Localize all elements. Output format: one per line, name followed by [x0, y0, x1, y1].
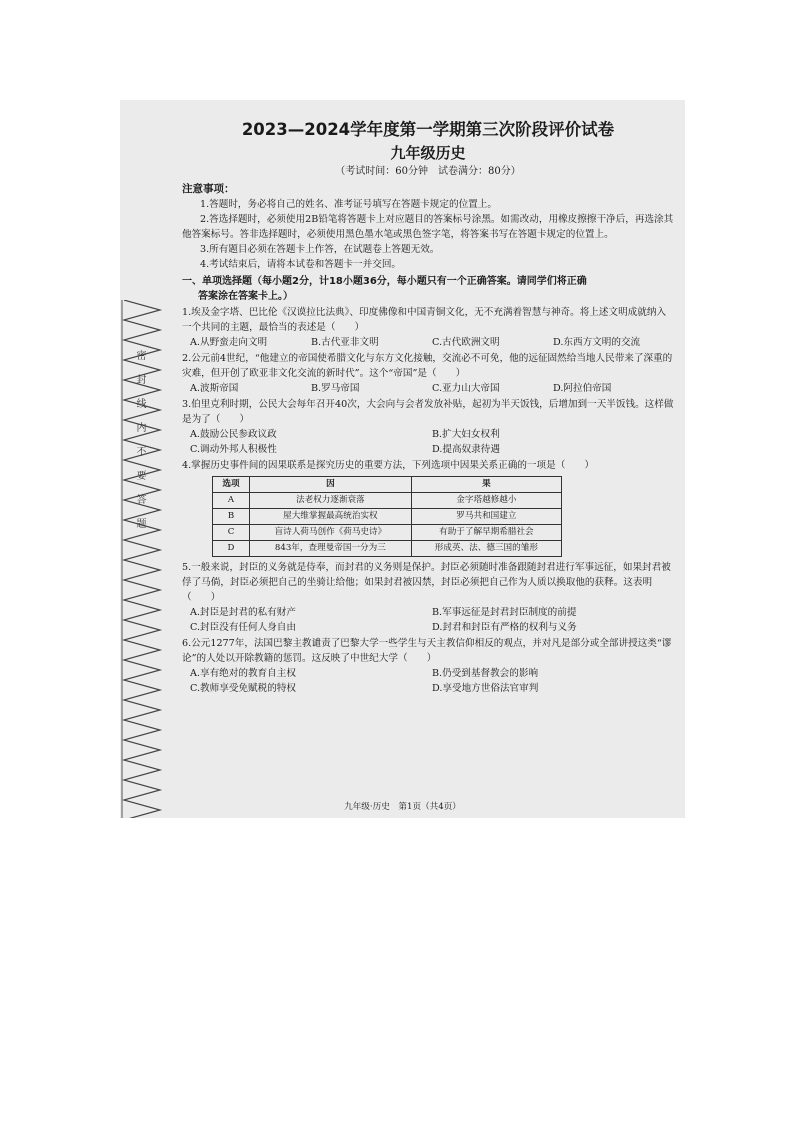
option-a[interactable]: A.波斯帝国: [190, 383, 239, 394]
cause-effect-table: [212, 476, 562, 557]
table-header-row: [213, 477, 562, 493]
page-footer: 九年级·历史 第1页（共4页）: [344, 802, 461, 812]
table-cell-option: C: [213, 525, 250, 541]
table-cell-cause: 盲诗人荷马创作《荷马史诗》: [250, 525, 412, 541]
question-stem: 1.埃及金字塔、巴比伦《汉谟拉比法典》、印度佛像和中国青铜文化，无不充满着智慧与神奇。将上述文明成就纳入一个共同的主题，最恰当的表述是（ ）: [182, 307, 667, 333]
question-options: [182, 381, 674, 396]
option-b[interactable]: B.罗马帝国: [311, 383, 360, 394]
table-cell-option: B: [213, 509, 250, 525]
option-b[interactable]: B.古代亚非文明: [311, 337, 379, 348]
option-a[interactable]: A.享有绝对的教育自主权: [190, 668, 296, 679]
exam-content: [182, 114, 674, 696]
section-heading-cont: 答案涂在答案卡上。）: [198, 291, 293, 302]
exam-info: （考试时间：60分钟 试卷满分：80分）: [335, 166, 521, 177]
section-heading-text: 一、单项选择题（每小题2分，计18小题36分，每小题只有一个正确答案。请同学们将正确: [182, 276, 587, 287]
option-d[interactable]: D.提高奴隶待遇: [432, 444, 500, 455]
option-c[interactable]: C.古代欧洲文明: [432, 337, 500, 348]
option-a[interactable]: A.从野蛮走向文明: [190, 337, 268, 348]
table-cell-option: D: [213, 541, 250, 557]
option-b[interactable]: B.仍受到基督教会的影响: [432, 668, 539, 679]
option-d[interactable]: D.享受地方世俗法官审判: [432, 683, 539, 694]
notice-item: 3.所有题目必须在答题卡上作答，在试题卷上答题无效。: [200, 244, 440, 255]
question-stem: 6.公元1277年，法国巴黎主教谴责了巴黎大学一些学生与天主教信仰相反的观点，并对凡是部分或全部讲授这类“谬论”的人处以开除教籍的惩罚。这反映了中世纪大学（ ）: [182, 638, 672, 664]
option-a[interactable]: A.封臣是封君的私有财产: [190, 607, 296, 618]
question-stem: 4.掌握历史事件间的因果联系是探究历史的重要方法，下列选项中因果关系正确的一项是（ ）: [182, 460, 595, 471]
exam-title: 2023—2024学年度第一学期第三次阶段评价试卷: [241, 120, 615, 139]
table-cell-cause: 法老权力逐渐衰落: [250, 493, 412, 509]
question-options: [182, 666, 674, 696]
table-cell-effect: 形成英、法、德三国的雏形: [411, 541, 561, 557]
seal-warning-text: 密封线内不要答题: [134, 350, 145, 542]
table-row[interactable]: [213, 541, 562, 557]
notice-item: 1.答题时，务必将自己的姓名、准考证号填写在答题卡规定的位置上。: [200, 199, 497, 210]
option-c[interactable]: C.调动外邦人积极性: [190, 444, 277, 455]
notice-heading: 注意事项：: [182, 183, 235, 195]
section-heading: [182, 274, 674, 304]
table-cell-effect: 罗马共和国建立: [411, 509, 561, 525]
table-row[interactable]: [213, 493, 562, 509]
exam-subject: 九年级历史: [390, 144, 466, 162]
option-c[interactable]: C.亚力山大帝国: [432, 383, 500, 394]
question-stem: 3.伯里克利时期，公民大会每年召开40次，大会向与会者发放补贴，起初为半天饭钱，后增加到一天半饭钱。这样做是为了（ ）: [182, 399, 674, 425]
table-cell-effect: 有助于了解早期希腊社会: [411, 525, 561, 541]
option-b[interactable]: B.军事远征是封君封臣制度的前提: [432, 607, 577, 618]
option-c[interactable]: C.教师享受免赋税的特权: [190, 683, 296, 694]
question-1: [182, 305, 674, 350]
option-a[interactable]: A.鼓励公民参政议政: [190, 429, 277, 440]
table-header: 果: [411, 477, 561, 493]
notice-item: 4.考试结束后，请将本试卷和答题卡一并交回。: [200, 259, 402, 270]
option-d[interactable]: D.东西方文明的交流: [553, 337, 641, 348]
option-c[interactable]: C.封臣没有任何人身自由: [190, 622, 296, 633]
question-options: [182, 605, 674, 635]
question-3: [182, 397, 674, 457]
table-row[interactable]: [213, 525, 562, 541]
option-d[interactable]: D.封君和封臣有严格的权利与义务: [432, 622, 577, 633]
option-d[interactable]: D.阿拉伯帝国: [553, 383, 612, 394]
table-cell-cause: 843年，查理曼帝国一分为三: [250, 541, 412, 557]
option-b[interactable]: B.扩大妇女权利: [432, 429, 500, 440]
question-5: [182, 560, 674, 635]
question-options: [182, 335, 674, 350]
question-4: [182, 458, 674, 557]
notice-item: 2.答选择题时，必须使用2B铅笔将答题卡上对应题目的答案标号涂黑。如需改动，用橡皮擦擦干净后，再选涂其他答案标号。答非选择题时，必须使用黑色墨水笔或黑色签字笔，将答案书写在答题卡规定的位置上。: [182, 214, 674, 240]
table-cell-effect: 金字塔越修越小: [411, 493, 561, 509]
table-row[interactable]: [213, 509, 562, 525]
table-cell-cause: 屋大维掌握最高统治实权: [250, 509, 412, 525]
question-stem: 2.公元前4世纪，“他建立的帝国使希腊文化与东方文化接触，交流必不可免，他的远征固然给当地人民带来了深重的灾难，但开创了欧亚非文化交流的新时代”。这个“帝国”是（ ）: [182, 353, 673, 379]
question-2: [182, 351, 674, 396]
table-cell-option: A: [213, 493, 250, 509]
table-header: 因: [250, 477, 412, 493]
table-header: 选项: [213, 477, 250, 493]
exam-sheet: [120, 100, 685, 818]
question-stem: 5.一般来说，封臣的义务就是侍奉，而封君的义务则是保护。封臣必须随时准备跟随封君进行军事远征，如果封君被俘了马倘，封臣必须把自己的坐骑让给他；如果封君被囚禁，封臣必须把自己作为人质以换取他的获释。这表明（ ）: [182, 562, 671, 603]
question-6: [182, 636, 674, 696]
question-options: [182, 427, 674, 457]
